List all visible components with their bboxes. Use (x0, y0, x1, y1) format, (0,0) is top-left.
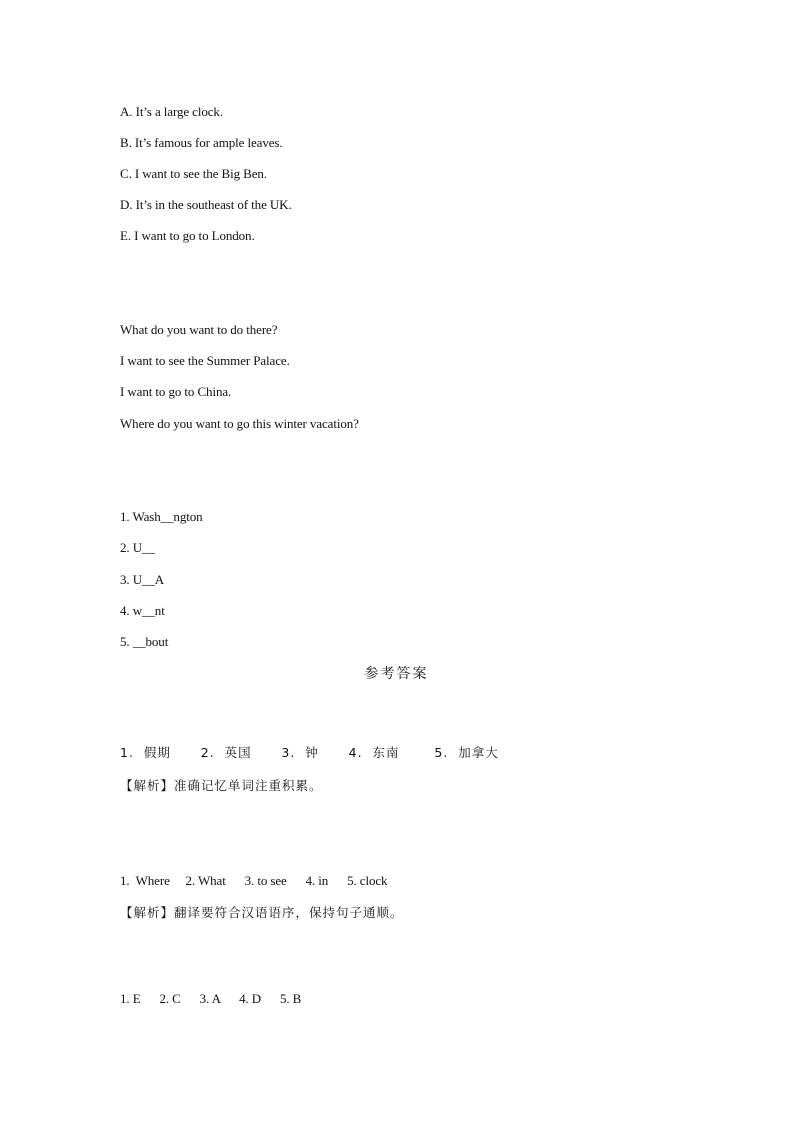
answer-2-items: 1. Where 2. What 3. to see 4. in 5. clock (120, 873, 388, 888)
answer-1-items: 1. 假期 2. 英国 3. 钟 4. 东南 5. 加拿大 (120, 745, 499, 760)
answers-title: 参考答案 (364, 666, 429, 682)
fill-letter-2: 2. U__ (120, 540, 155, 555)
fill-letter-3: 3. U__A (120, 572, 165, 587)
fill-letter-5: 5. __bout (120, 634, 169, 649)
answer-3-items: 1. E 2. C 3. A 4. D 5. B (120, 991, 302, 1006)
dialogue-line-1: What do you want to do there? (120, 322, 278, 337)
fill-letter-4: 4. w__nt (120, 603, 165, 618)
dialogue-line-4: Where do you want to go this winter vacation? (120, 416, 359, 431)
option-c: C. I want to see the Big Ben. (120, 166, 267, 181)
option-e: E. I want to go to London. (120, 228, 255, 243)
dialogue-line-2: I want to see the Summer Palace. (120, 353, 290, 368)
dialogue-line-3: I want to go to China. (120, 384, 232, 399)
option-a: A. It’s a large clock. (120, 104, 223, 119)
option-b: B. It’s famous for ample leaves. (120, 135, 283, 150)
fill-letter-1: 1. Wash__ngton (120, 509, 203, 524)
answer-1-analysis: 【解析】准确记忆单词注重积累。 (120, 778, 323, 793)
option-d: D. It’s in the southeast of the UK. (120, 197, 292, 212)
answer-2-analysis: 【解析】翻译要符合汉语语序，保持句子通顺。 (120, 905, 404, 920)
